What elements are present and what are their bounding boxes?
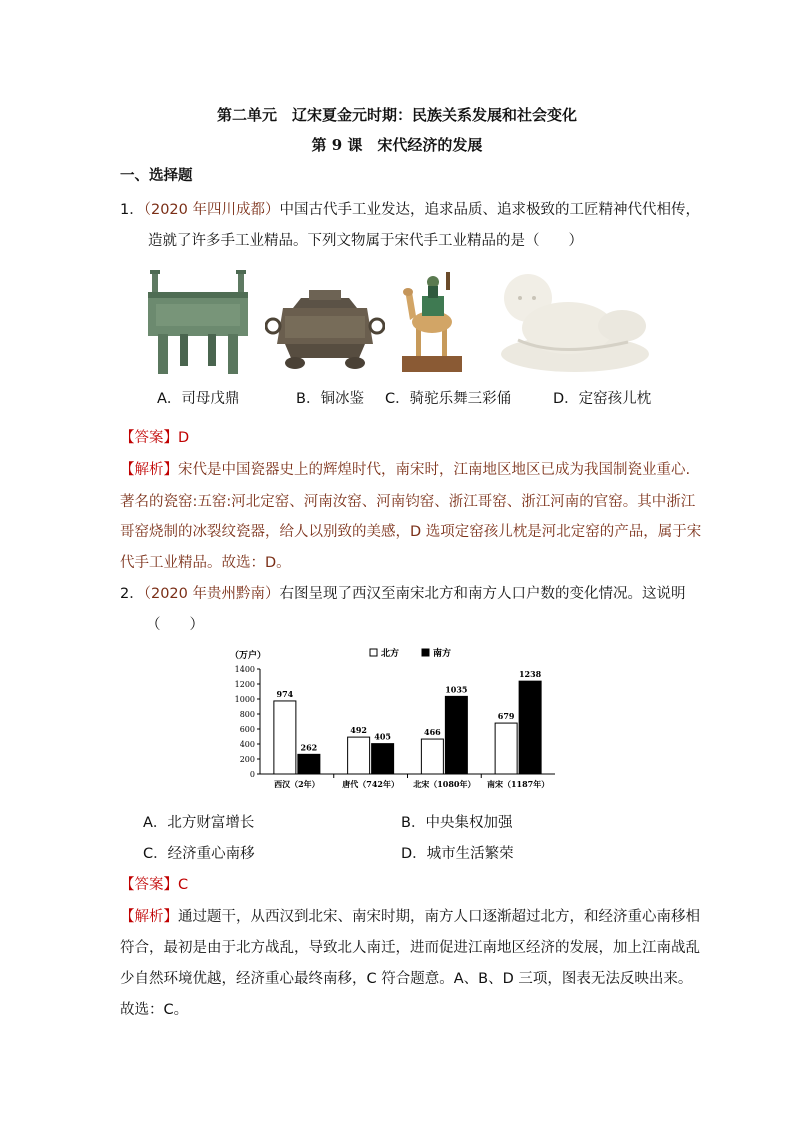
analysis-tag: 【解析】: [120, 462, 178, 478]
question-stem: 中国古代手工业发达，追求品质、追求极致的工匠精神代代相传，: [279, 202, 700, 218]
bronze-ding-image: [144, 268, 252, 376]
answer-1: [120, 426, 189, 447]
option-b[interactable]: B．中央集权加强: [401, 815, 513, 831]
option-c[interactable]: C．骑驼乐舞三彩俑: [385, 391, 512, 407]
x-tick-label: 南宋（1187年）: [486, 779, 550, 789]
question-number: 2．: [120, 586, 144, 602]
question-1-line-1: [120, 198, 700, 219]
legend-label: 南方: [433, 649, 452, 659]
bar-value-label: 679: [497, 711, 515, 722]
section-title: 一、选择题: [120, 167, 193, 184]
bar: [298, 754, 320, 774]
y-tick-label: 200: [239, 755, 255, 764]
analysis-2-line-3: 少自然环境优越，经济重心最终南移，C 符合题意。A、B、D 三项，图表无法反映出来。: [120, 971, 693, 987]
analysis-1-line-4: 代手工业精品。故选：D。: [120, 555, 291, 571]
y-tick-label: 1200: [234, 680, 255, 689]
bar: [519, 681, 541, 774]
unit-title: 第二单元 辽宋夏金元时期：民族关系发展和社会变化: [216, 106, 577, 124]
answer-tag: 【答案】: [120, 877, 178, 893]
analysis-text: 通过题干，从西汉到北宋、南宋时期，南方人口逐渐超过北方，和经济重心南移相: [178, 909, 700, 925]
bar: [445, 696, 467, 774]
bar-value-label: 492: [350, 725, 367, 736]
question-1-line-2: 造就了许多手工业精品。下列文物属于宋代手工业精品的是（ ）: [148, 233, 583, 249]
bar-value-label: 1238: [518, 669, 542, 680]
question-source: （2020 年贵州黔南）: [143, 586, 280, 602]
child-pillow-image: [498, 268, 652, 376]
bar-value-label: 974: [276, 688, 294, 699]
y-tick-label: 400: [239, 740, 255, 749]
question-stem: 右图呈现了西汉至南宋北方和南方人口户数的变化情况。这说明: [279, 586, 686, 602]
bar: [348, 737, 370, 774]
answer-tag: 【答案】: [120, 430, 178, 446]
bar-value-label: 466: [424, 727, 441, 738]
legend-label: 北方: [381, 649, 400, 659]
analysis-tag: 【解析】: [120, 909, 178, 925]
y-tick-label: 800: [239, 710, 255, 719]
analysis-2-line-1: [120, 905, 700, 926]
question-2-line-1: [120, 582, 686, 603]
question-2-line-2: （ ）: [146, 617, 204, 633]
bar-value-label: 262: [300, 742, 318, 753]
bronze-ice-chest-image: [265, 288, 385, 370]
answer-value: C: [178, 877, 189, 893]
bar: [495, 723, 517, 774]
bar: [274, 701, 296, 774]
legend-swatch: [422, 649, 429, 656]
x-tick-label: 北宋（1080年）: [413, 779, 476, 789]
option-d[interactable]: D．城市生活繁荣: [401, 846, 514, 862]
question-source: （2020 年四川成都）: [143, 202, 280, 218]
bar-value-label: 1035: [445, 684, 468, 695]
option-a[interactable]: A．北方财富增长: [143, 815, 255, 831]
bar: [372, 744, 394, 774]
answer-2: [120, 873, 188, 894]
bar: [421, 739, 443, 774]
y-tick-label: 1400: [234, 665, 255, 674]
camel-figurine-image: [402, 266, 462, 372]
question-number: 1．: [120, 202, 144, 218]
analysis-2-line-2: 符合，最初是由于北方战乱，导致北人南迁，进而促进江南地区经济的发展，加上江南战乱: [120, 940, 700, 956]
analysis-1-line-1: [120, 458, 690, 479]
population-bar-chart: [225, 645, 570, 795]
option-d[interactable]: D．定窑孩儿枕: [553, 391, 652, 407]
y-tick-label: 600: [239, 725, 255, 734]
y-axis-label: （万户）: [230, 651, 267, 661]
option-a[interactable]: A．司母戊鼎: [157, 391, 240, 407]
answer-value: D: [178, 430, 190, 446]
y-tick-label: 1000: [234, 695, 255, 704]
analysis-text: 宋代是中国瓷器史上的辉煌时代，南宋时，江南地区地区已成为我国制瓷业重心.: [178, 462, 691, 478]
option-b[interactable]: B．铜冰鉴: [296, 391, 364, 407]
analysis-1-line-3: 哥窑烧制的冰裂纹瓷器，给人以别致的美感，D 选项定窑孩儿枕是河北定窑的产品，属于宋: [120, 524, 702, 540]
lesson-title: 第 9 课 宋代经济的发展: [311, 136, 483, 154]
analysis-1-line-2: 著名的瓷窑:五窑:河北定窑、河南汝窑、河南钧窑、浙江哥窑、浙江河南的官窑。其中浙江: [120, 494, 696, 510]
y-tick-label: 0: [249, 770, 255, 779]
legend-swatch: [370, 649, 377, 656]
bar-value-label: 405: [374, 731, 391, 742]
analysis-2-line-4: 故选：C。: [120, 1002, 189, 1018]
x-tick-label: 唐代（742年）: [342, 779, 399, 789]
option-c[interactable]: C．经济重心南移: [143, 846, 255, 862]
x-tick-label: 西汉（2年）: [274, 779, 320, 789]
